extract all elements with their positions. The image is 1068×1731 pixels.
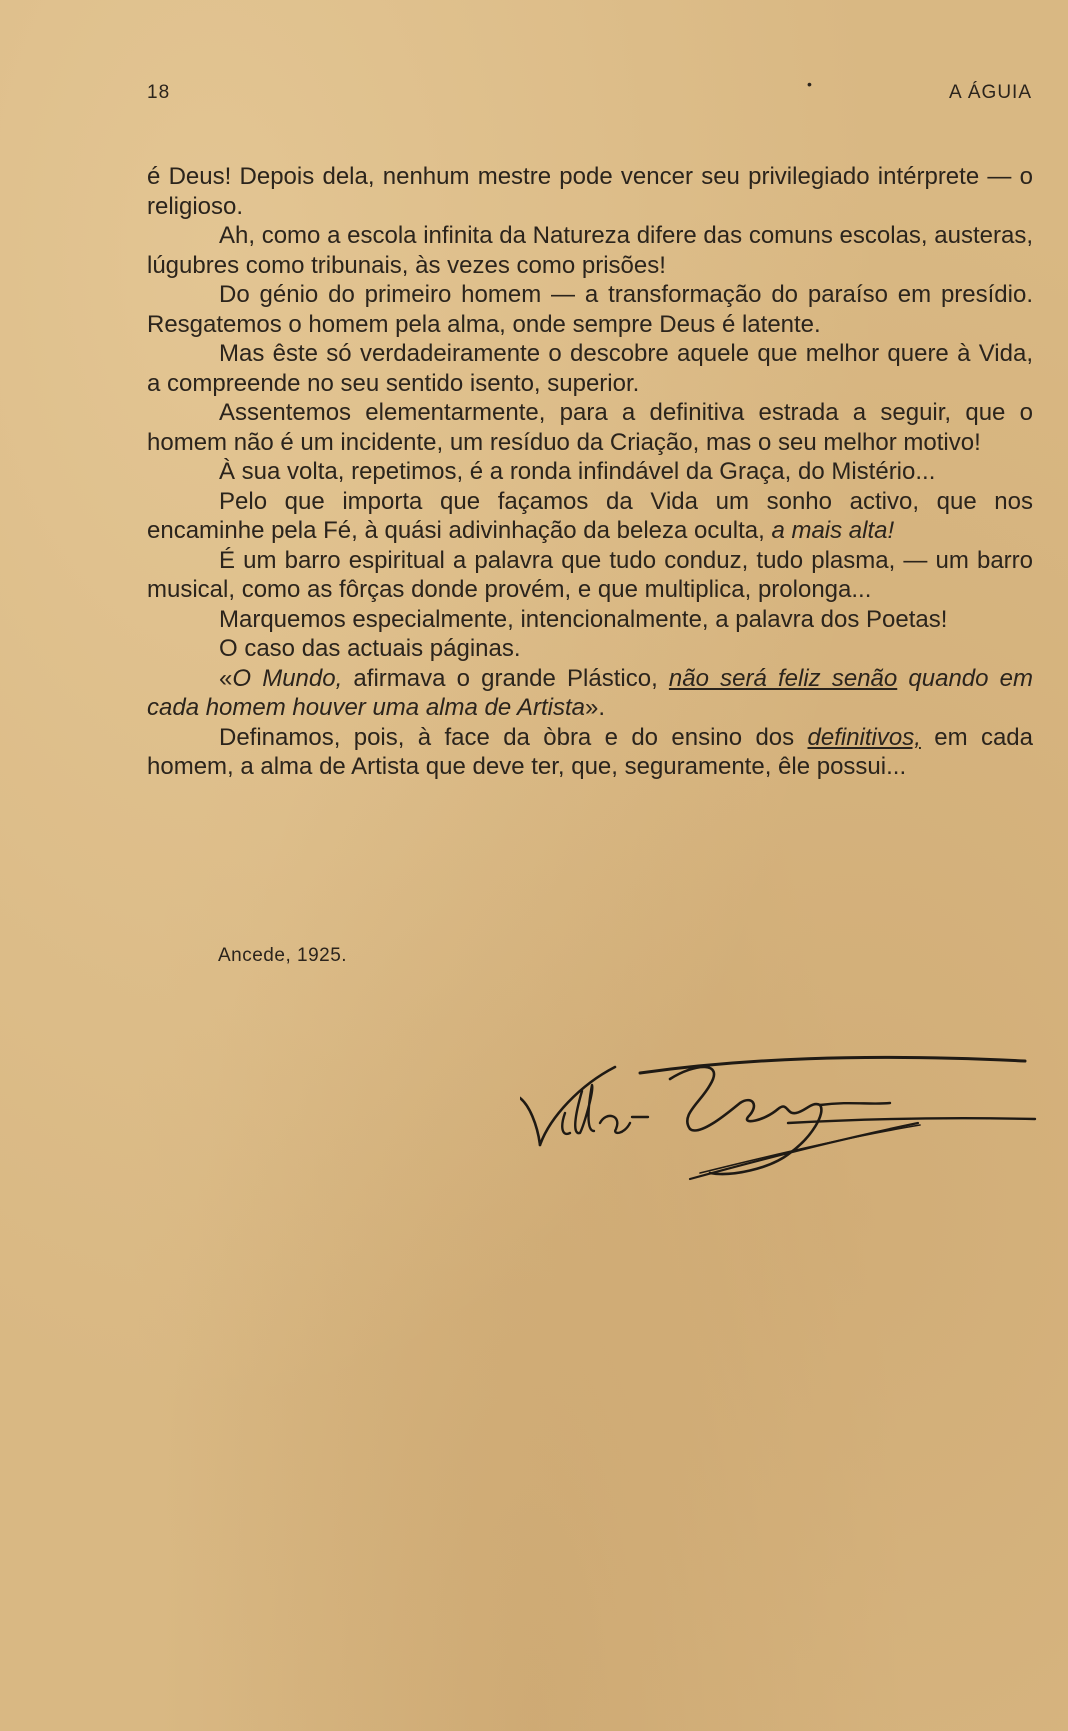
journal-title: A ÁGUIA (948, 82, 1032, 103)
paragraph-text: afirmava o grande Plástico, (353, 664, 658, 692)
emphasis: O Mundo, (232, 664, 343, 692)
running-head (147, 76, 1032, 106)
quote-open: « (219, 664, 233, 692)
paragraph-text: Pelo que importa que façamos da Vida um sonho activo, que nos encaminhe pela Fé, à quási adivinhação da beleza oculta, (147, 487, 1033, 544)
paragraph: é Deus! Depois dela, nenhum mestre pode vencer seu privilegiado intérprete — o religioso. (147, 163, 1033, 220)
paragraph: Marquemos especialmente, intencionalmente, a palavra dos Poetas! (219, 605, 948, 633)
emphasis: a mais alta! (771, 517, 895, 544)
paragraph: À sua volta, repetimos, é a ronda infindável da Graça, do Mistério... (219, 458, 936, 485)
paragraph: Ah, como a escola infinita da Natureza difere das comuns escolas, austeras, lúgubres como tribunais, às vezes como prisões! (147, 222, 1033, 279)
paragraph (147, 487, 1033, 546)
paragraph: Mas êste só verdadeiramente o descobre aquele que melhor quere à Vida, a compreende no seu sentido isento, superior. (147, 340, 1033, 397)
page-number: 18 (147, 82, 171, 103)
place-date: Ancede, 1925. (218, 945, 348, 966)
paragraph: É um barro espiritual a palavra que tudo conduz, tudo plasma, — um barro musical, como as fôrças donde provém, e que multiplica, prolonga... (147, 546, 1033, 603)
quote-close: ». (585, 694, 606, 721)
emphasis: não será feliz senão (668, 664, 898, 692)
emphasis: definitivos, (807, 723, 921, 751)
paragraph: Assentemos elementarmente, para a definitiva estrada a seguir, que o homem não é um incidente, um resíduo da Criação, mas o seu melhor motivo! (147, 399, 1033, 456)
quote-paragraph (147, 664, 1033, 723)
signature (520, 1045, 1040, 1215)
paragraph: Do génio do primeiro homem — a transformação do paraíso em presídio. Resgatemos o homem pela alma, onde sempre Deus é latente. (147, 281, 1033, 338)
ornament-dot: • (807, 76, 812, 92)
paragraph-text: Definamos, pois, à face da òbra e do ensino dos (219, 723, 795, 751)
body-text (147, 162, 1033, 782)
paragraph: O caso das actuais páginas. (219, 635, 521, 662)
emphasis: quando em cada homem houver uma alma de Artista (147, 664, 1034, 721)
paragraph (147, 723, 1033, 782)
paragraph-text: em cada homem, a alma de Artista que deve ter, que, seguramente, êle possui... (147, 723, 1033, 780)
